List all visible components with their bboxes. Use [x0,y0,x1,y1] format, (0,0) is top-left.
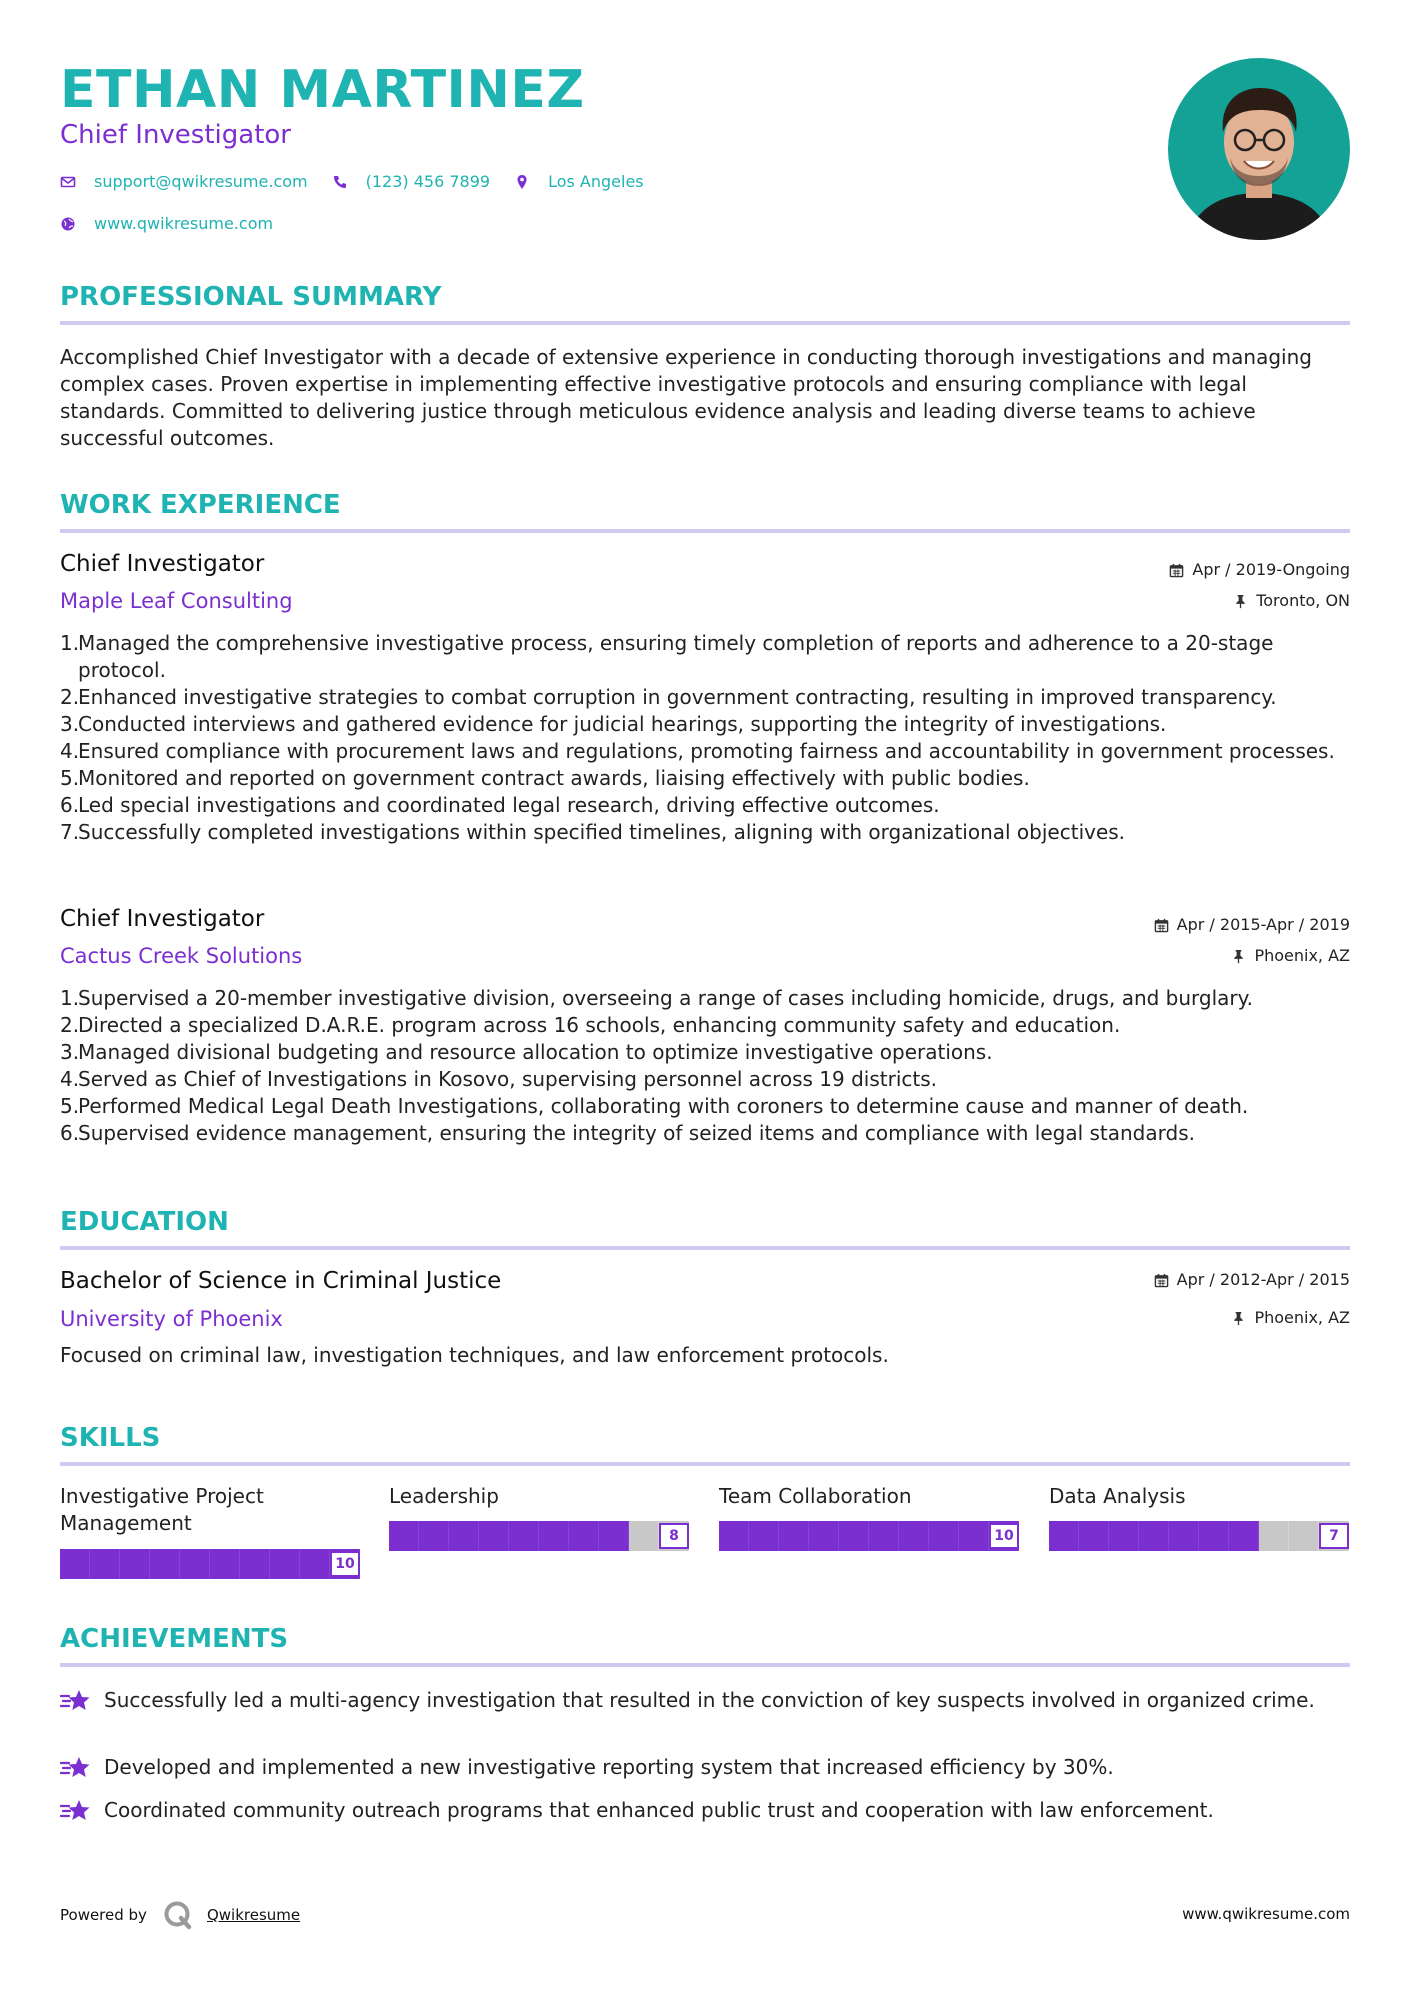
degree-title: Bachelor of Science in Criminal Justice [60,1268,502,1294]
skill-segment-filled [1109,1521,1139,1551]
website-text: www.qwikresume.com [94,214,274,233]
skill-bar [60,1549,360,1579]
skill-segment-filled [839,1521,869,1551]
shooting-star-icon [60,1754,92,1782]
list-item: 6. Supervised evidence management, ensuring the integrity of seized items and compliance with legal standards. [60,1121,1195,1145]
education-dates-text: Apr / 2012-Apr / 2015 [1176,1270,1350,1289]
skill-segment-filled [449,1521,479,1551]
list-item: 3. Conducted interviews and gathered evidence for judicial hearings, supporting the integrity of investigations. [60,712,1167,736]
skill-segment-filled [240,1549,270,1579]
skill-segment-filled [419,1521,449,1551]
skill-bar [1049,1521,1349,1551]
profile-photo [1168,58,1350,240]
experience-heading: WORK EXPERIENCE [60,490,341,520]
job-location [1231,946,1350,966]
list-item: 5. Performed Medical Legal Death Investigations, collaborating with coroners to determine cause and manner of death. [60,1094,1249,1118]
list-item: 5. Monitored and reported on government contract awards, liaising effectively with public bodies. [60,766,1030,790]
skill-segment-filled [60,1549,90,1579]
list-item: 1. Managed the comprehensive investigative process, ensuring timely completion of reports and adherence to a 20-stage protocol. [60,631,1274,682]
skill-level-badge: 10 [330,1551,360,1577]
shooting-star-icon [60,1687,92,1715]
job-dates-text: Apr / 2015-Apr / 2019 [1176,915,1350,934]
section-divider [60,529,1350,533]
school-name: University of Phoenix [60,1307,283,1331]
achievement-text: Successfully led a multi-agency investigation that resulted in the conviction of key suspects involved in organized crime. [104,1688,1315,1712]
skill-segment-filled [479,1521,509,1551]
achievement-item [60,1754,1350,1782]
education-location-text: Phoenix, AZ [1254,1308,1350,1327]
calendar-icon [1154,1273,1169,1288]
list-item: 6. Led special investigations and coordinated legal research, driving effective outcomes. [60,793,940,817]
map-pin-icon [514,174,530,190]
achievement-text: Coordinated community outreach programs that enhanced public trust and cooperation with law enforcement. [104,1798,1214,1822]
skill-segment-filled [1199,1521,1229,1551]
calendar-icon [1154,918,1169,933]
skill-label: Leadership [389,1484,499,1508]
qwikresume-logo-icon [163,1900,193,1930]
email-text: support@qwikresume.com [94,172,308,191]
candidate-name: ETHAN MARTINEZ [60,60,585,120]
skill-segment-filled [1139,1521,1169,1551]
skill-bar [389,1521,689,1551]
achievement-item [60,1687,1350,1715]
pushpin-icon [1233,594,1248,609]
job-company: Cactus Creek Solutions [60,944,303,968]
skill-level-badge: 7 [1319,1523,1349,1549]
contact-website[interactable] [60,214,273,233]
skill-segment-filled [120,1549,150,1579]
skill-segment-filled [300,1549,330,1579]
skill-label: Data Analysis [1049,1484,1186,1508]
pushpin-icon [1231,949,1246,964]
section-divider [60,1663,1350,1667]
skill-item [1049,1483,1349,1544]
contact-row-primary [60,172,668,191]
list-item: 7. Successfully completed investigations within specified timelines, aligning with organizational objectives. [60,820,1126,844]
powered-by-text: Powered by [60,1906,147,1924]
skill-segment-filled [779,1521,809,1551]
skill-segment-filled [719,1521,749,1551]
skill-segment-filled [270,1549,300,1579]
skill-segment-filled [509,1521,539,1551]
skill-segment-filled [809,1521,839,1551]
section-divider [60,1462,1350,1466]
job-bullets [60,630,1350,846]
brand-link[interactable]: Qwikresume [206,1906,301,1924]
skill-segment-filled [869,1521,899,1551]
job-location-text: Phoenix, AZ [1254,946,1350,965]
job-dates [1154,915,1350,935]
skill-segment-empty [1259,1521,1289,1551]
envelope-icon [60,174,76,190]
education-heading: EDUCATION [60,1207,229,1237]
job-company: Maple Leaf Consulting [60,589,293,613]
skill-level-badge: 10 [989,1523,1019,1549]
skills-heading: SKILLS [60,1423,161,1453]
job-role: Chief Investigator [60,906,265,932]
job-location-text: Toronto, ON [1256,591,1350,610]
phone-text: (123) 456 7899 [365,172,491,191]
footer-powered-by [60,1900,300,1930]
job-bullets [60,985,1350,1147]
section-divider [60,1246,1350,1250]
skill-segment-filled [749,1521,779,1551]
skill-segment-filled [90,1549,120,1579]
job-role: Chief Investigator [60,551,265,577]
skill-segment-filled [899,1521,929,1551]
list-item: 4. Ensured compliance with procurement laws and regulations, promoting fairness and accountability in government processes. [60,739,1335,763]
skill-item [389,1483,689,1544]
job-location [1233,591,1350,611]
skill-segment-filled [539,1521,569,1551]
summary-text: Accomplished Chief Investigator with a decade of extensive experience in conducting thorough investigations and managing complex cases. Proven expertise in implementing effective investigative protocols and ensuring compliance with legal standards. Committed to delivering justice through meticulous evidence analysis and leading diverse teams to achieve successful outcomes. [60,345,1312,450]
skill-segment-filled [180,1549,210,1579]
avatar [1168,58,1350,240]
list-item: 1. Supervised a 20-member investigative division, overseeing a range of cases including homicide, drugs, and burglary. [60,986,1253,1010]
skill-segment-filled [1049,1521,1079,1551]
job-dates [1169,560,1350,580]
skill-segment-filled [389,1521,419,1551]
education-dates [1154,1270,1350,1290]
contact-email[interactable] [60,172,308,191]
section-divider [60,321,1350,325]
pushpin-icon [1231,1311,1246,1326]
skill-segment-empty [629,1521,659,1551]
skill-segment-filled [210,1549,240,1579]
skill-segment-empty [1289,1521,1319,1551]
skill-segment-filled [1229,1521,1259,1551]
skill-segment-filled [150,1549,180,1579]
achievement-text: Developed and implemented a new investigative reporting system that increased efficiency by 30%. [104,1755,1114,1779]
achievement-item [60,1797,1350,1825]
skill-segment-filled [959,1521,989,1551]
summary-heading: PROFESSIONAL SUMMARY [60,282,442,312]
contact-location [514,172,644,191]
skill-segment-filled [929,1521,959,1551]
skill-segment-filled [1169,1521,1199,1551]
skill-item [719,1483,1019,1544]
list-item: 3. Managed divisional budgeting and resource allocation to optimize investigative operations. [60,1040,993,1064]
skill-segment-filled [1079,1521,1109,1551]
achievements-heading: ACHIEVEMENTS [60,1624,289,1654]
skill-label: Team Collaboration [719,1484,912,1508]
skill-segment-filled [599,1521,629,1551]
education-description: Focused on criminal law, investigation techniques, and law enforcement protocols. [60,1343,889,1367]
globe-icon [60,216,76,232]
skill-level-badge: 8 [659,1523,689,1549]
list-item: 2. Directed a specialized D.A.R.E. program across 16 schools, enhancing community safety and education. [60,1013,1121,1037]
job-dates-text: Apr / 2019-Ongoing [1192,560,1350,579]
contact-phone[interactable] [332,172,490,191]
footer-website[interactable]: www.qwikresume.com [1182,1905,1350,1923]
contact-row-secondary [60,214,297,233]
shooting-star-icon [60,1797,92,1825]
candidate-title: Chief Investigator [60,120,291,150]
phone-icon [332,174,348,190]
location-text: Los Angeles [548,172,644,191]
skill-segment-filled [569,1521,599,1551]
skill-label: Investigative Project Management [60,1484,264,1535]
skill-item [60,1483,360,1572]
education-location [1231,1308,1350,1328]
list-item: 4. Served as Chief of Investigations in Kosovo, supervising personnel across 19 districts. [60,1067,937,1091]
list-item: 2. Enhanced investigative strategies to combat corruption in government contracting, resulting in improved transparency. [60,685,1277,709]
calendar-icon [1169,563,1184,578]
skill-bar [719,1521,1019,1551]
